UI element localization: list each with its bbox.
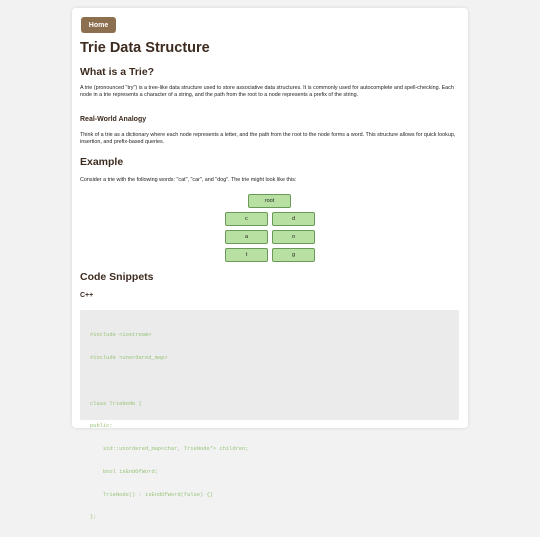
trie-node: g — [272, 248, 315, 262]
example-heading: Example — [80, 156, 124, 168]
what-is-heading: What is a Trie? — [80, 66, 155, 78]
analogy-heading: Real-World Analogy — [80, 116, 147, 123]
trie-node: t — [225, 248, 268, 262]
home-button[interactable]: Home — [81, 17, 116, 33]
code-line: std::unordered_map<char, TrieNode*> children; — [90, 446, 249, 453]
trie-node: a — [225, 230, 268, 244]
trie-node: d — [272, 212, 315, 226]
code-line: }; — [90, 514, 97, 521]
code-line — [90, 378, 449, 386]
code-line: class TrieNode { — [90, 400, 142, 407]
trie-node: o — [272, 230, 315, 244]
code-snippets-heading: Code Snippets — [80, 271, 154, 283]
analogy-text: Think of a trie as a dictionary where each node represents a letter, and the path from the root to the node forms a word. This structure allows for quick lookup, insertion, and prefix-based queries. — [80, 132, 456, 146]
code-language-label: C++ — [80, 292, 94, 299]
code-line: #include <unordered_map> — [90, 354, 168, 361]
code-block — [80, 310, 459, 521]
code-line: public: — [90, 423, 113, 430]
content-card — [72, 8, 468, 521]
code-line: TrieNode() : isEndOfWord(false) {} — [90, 491, 213, 498]
code-line: bool isEndOfWord; — [90, 468, 158, 475]
trie-node: c — [225, 212, 268, 226]
what-is-text: A trie (pronounced "try") is a tree-like data structure used to store associative data structures. It is commonly used for autocomplete and spell-checking. Each node in a trie represents a character of a string, and the path from the root to a node represents a prefix of the string. — [80, 85, 454, 99]
page-title: Trie Data Structure — [80, 40, 210, 56]
example-text: Consider a trie with the following words: "cat", "car", and "dog". The trie might look like this: — [80, 177, 297, 183]
trie-node-root: root — [248, 194, 291, 208]
code-line: #include <iostream> — [90, 332, 152, 339]
